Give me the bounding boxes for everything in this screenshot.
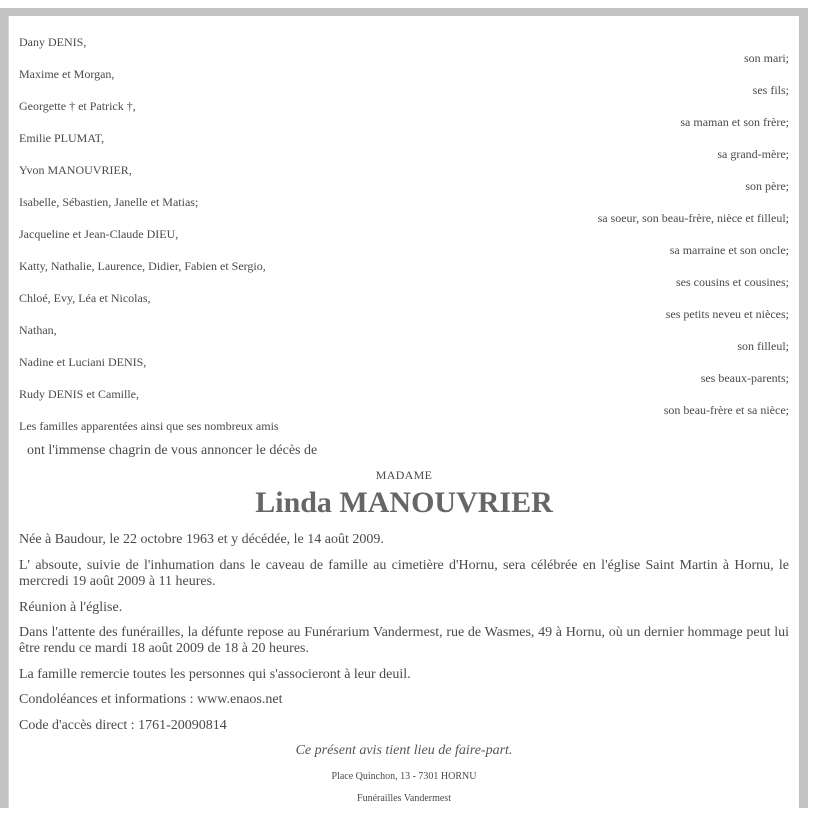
family-relation: ses cousins et cousines; bbox=[676, 275, 789, 289]
family-name: Maxime et Morgan, bbox=[19, 67, 115, 81]
family-name: Jacqueline et Jean-Claude DIEU, bbox=[19, 227, 179, 241]
family-relation: son filleul; bbox=[737, 339, 789, 353]
family-name: Chloé, Evy, Léa et Nicolas, bbox=[19, 291, 151, 305]
access-code-paragraph: Code d'accès direct : 1761-20090814 bbox=[19, 718, 227, 733]
families-line: Les familles apparentées ainsi que ses nombreux amis bbox=[19, 419, 279, 433]
birth-death-paragraph: Née à Baudour, le 22 octobre 1963 et y décédée, le 14 août 2009. bbox=[19, 532, 384, 547]
closing-note: Ce présent avis tient lieu de faire-part. bbox=[295, 743, 513, 758]
family-name: Isabelle, Sébastien, Janelle et Matias; bbox=[19, 195, 199, 209]
thanks-paragraph: La famille remercie toutes les personnes qui s'associeront à leur deuil. bbox=[19, 667, 411, 682]
ceremony-paragraph: L' absoute, suivie de l'inhumation dans le caveau de famille au cimetière d'Hornu, sera célébrée en l'église Saint Martin à Hornu, le mercredi 19 août 2009 à 11 heures. bbox=[19, 558, 789, 589]
family-name: Emilie PLUMAT, bbox=[19, 131, 105, 145]
family-name: Dany DENIS, bbox=[19, 35, 87, 49]
deceased-name: Linda MANOUVRIER bbox=[255, 486, 553, 519]
family-relation: son beau-frère et sa nièce; bbox=[663, 403, 789, 417]
family-relation: son mari; bbox=[744, 51, 789, 65]
funeral-home: Funérailles Vandermest bbox=[357, 793, 451, 804]
family-name: Katty, Nathalie, Laurence, Didier, Fabien et Sergio, bbox=[19, 259, 266, 273]
family-relation: sa soeur, son beau-frère, nièce et filleul; bbox=[597, 211, 789, 225]
page-frame bbox=[0, 8, 808, 808]
family-name: Georgette † et Patrick †, bbox=[19, 99, 136, 113]
family-relation: ses fils; bbox=[752, 83, 789, 97]
funerarium-paragraph: Dans l'attente des funérailles, la défunte repose au Funérarium Vandermest, rue de Wasmes, 49 à Hornu, où un dernier hommage peut lui être rendu ce mardi 18 août 2009 de 18 à 20 heures. bbox=[19, 625, 789, 656]
obituary-sheet bbox=[8, 16, 799, 808]
condolences-paragraph: Condoléances et informations : www.enaos.net bbox=[19, 692, 283, 707]
family-relation: ses beaux-parents; bbox=[700, 371, 789, 385]
family-relation: ses petits neveu et nièces; bbox=[665, 307, 789, 321]
announcement-intro: ont l'immense chagrin de vous annoncer le décès de bbox=[27, 443, 318, 458]
family-name: Nadine et Luciani DENIS, bbox=[19, 355, 147, 369]
family-name: Yvon MANOUVRIER, bbox=[19, 163, 132, 177]
family-relation: sa marraine et son oncle; bbox=[669, 243, 789, 257]
family-relation: sa maman et son frère; bbox=[680, 115, 789, 129]
family-relation: sa grand-mère; bbox=[717, 147, 789, 161]
deceased-title: MADAME bbox=[375, 468, 433, 482]
family-name: Rudy DENIS et Camille, bbox=[19, 387, 139, 401]
family-name: Nathan, bbox=[19, 323, 57, 337]
family-relation: son père; bbox=[745, 179, 789, 193]
meeting-paragraph: Réunion à l'église. bbox=[19, 600, 123, 615]
address: Place Quinchon, 13 - 7301 HORNU bbox=[331, 771, 477, 782]
